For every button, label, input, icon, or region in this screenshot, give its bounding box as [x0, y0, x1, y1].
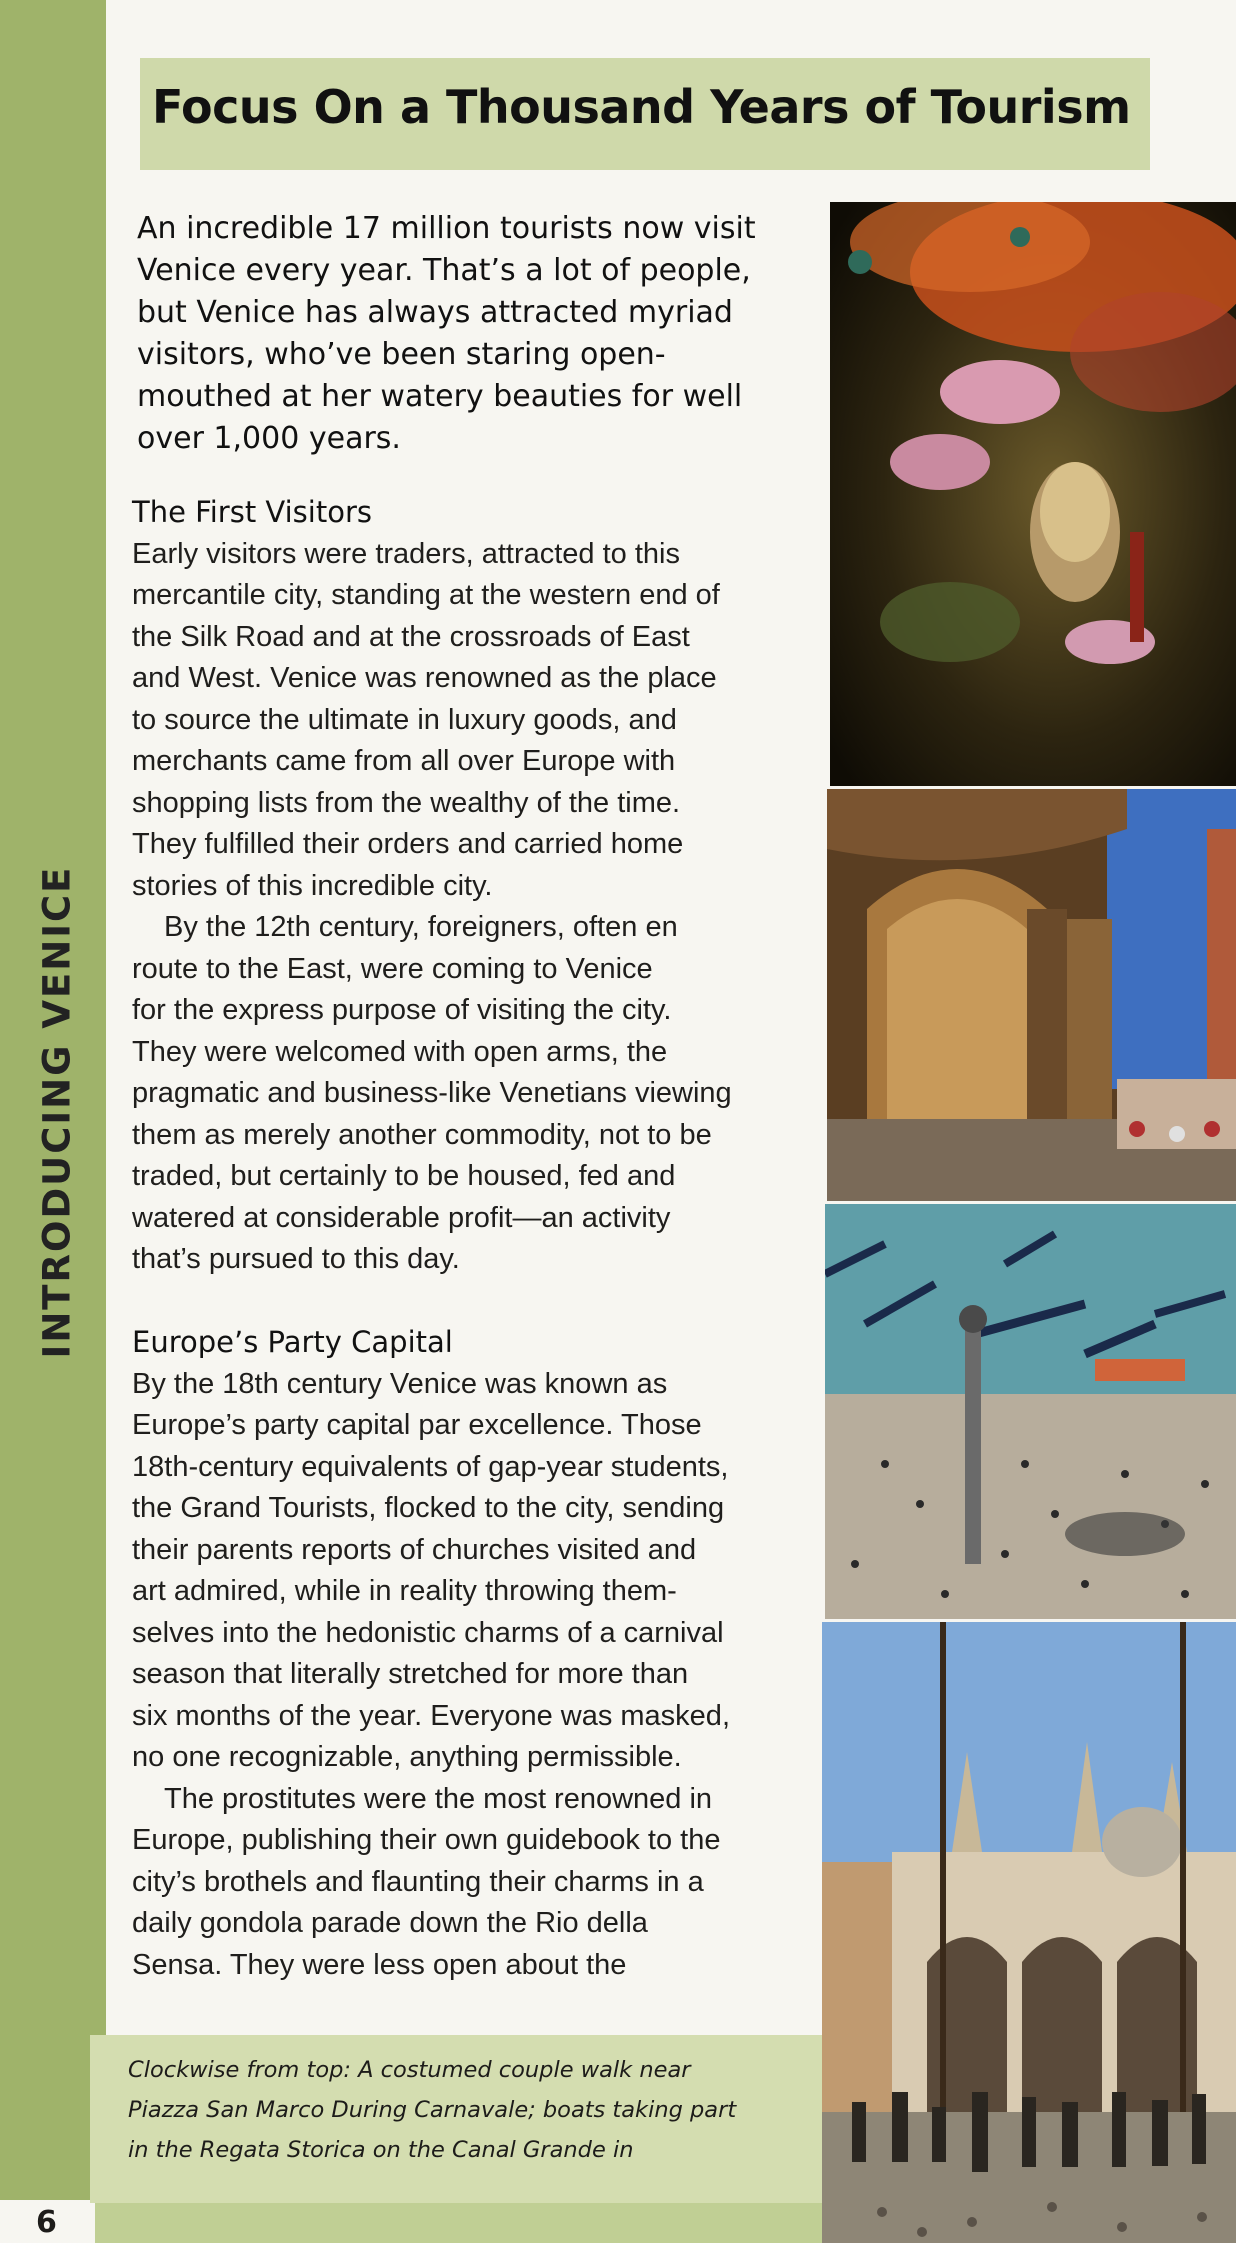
lead-line: mouthed at her watery beauties for well — [137, 379, 743, 414]
body-text — [132, 492, 792, 1986]
lead-paragraph — [137, 208, 797, 460]
body-line: that’s pursued to this day. — [132, 1243, 460, 1275]
body-line: the Grand Tourists, flocked to the city, sending — [132, 1492, 725, 1524]
section-tab-label: INTRODUCING VENICE — [35, 865, 79, 1359]
body-line: Europe’s party capital par excellence. Those — [132, 1409, 702, 1441]
body-line: the Silk Road and at the crossroads of East — [132, 620, 690, 653]
footer-band — [95, 2203, 825, 2243]
carnival-mask-photo — [830, 202, 1236, 789]
arcade-photo — [827, 789, 1236, 1204]
caption-line: in the Regata Storica on the Canal Grande in — [128, 2137, 634, 2163]
body-line: their parents reports of churches visited and — [132, 1533, 697, 1566]
body-line: route to the East, were coming to Venice — [132, 952, 653, 985]
body-line: By the 12th century, foreigners, often en — [164, 911, 678, 943]
lead-line: visitors, who’ve been staring open- — [137, 337, 666, 372]
body-line: city’s brothels and flaunting their charms in a — [132, 1865, 704, 1898]
body-line: pragmatic and business-like Venetians viewing — [132, 1077, 732, 1109]
lead-line: Venice every year. That’s a lot of people, — [137, 253, 751, 288]
lead-line: but Venice has always attracted myriad — [137, 295, 733, 330]
gondolas-photo — [825, 1204, 1236, 1622]
body-line: shopping lists from the wealthy of the time. — [132, 786, 681, 819]
section-heading: The First Visitors — [132, 495, 372, 529]
body-paragraph — [132, 534, 792, 908]
body-line: to source the ultimate in luxury goods, and — [132, 703, 677, 736]
body-paragraph — [132, 907, 792, 1281]
body-line: The prostitutes were the most renowned in — [164, 1782, 713, 1815]
body-line: daily gondola parade down the Rio della — [132, 1907, 648, 1939]
body-line: for the express purpose of visiting the city. — [132, 994, 672, 1026]
photo-caption — [128, 2050, 778, 2170]
lead-line: An incredible 17 million tourists now visit — [137, 211, 756, 246]
page-title: Focus On a Thousand Years of Tourism — [152, 80, 1131, 134]
body-line: season that literally stretched for more than — [132, 1658, 689, 1690]
body-line: traded, but certainly to be housed, fed and — [132, 1160, 676, 1192]
body-line: Europe, publishing their own guidebook to the — [132, 1824, 721, 1856]
body-line: no one recognizable, anything permissible. — [132, 1741, 682, 1773]
body-line: They were welcomed with open arms, the — [132, 1035, 668, 1068]
body-line: They fulfilled their orders and carried home — [132, 828, 684, 860]
body-line: six months of the year. Everyone was masked, — [132, 1699, 730, 1732]
body-paragraph — [132, 1779, 792, 1987]
body-line: Early visitors were traders, attracted to this — [132, 537, 680, 570]
body-line: 18th-century equivalents of gap-year students, — [132, 1450, 729, 1483]
body-line: stories of this incredible city. — [132, 869, 493, 902]
body-line: and West. Venice was renowned as the place — [132, 662, 717, 694]
body-line: Sensa. They were less open about the — [132, 1948, 627, 1981]
body-line: merchants came from all over Europe with — [132, 745, 676, 777]
body-line: them as merely another commodity, not to be — [132, 1118, 712, 1151]
body-line: selves into the hedonistic charms of a carnival — [132, 1616, 724, 1649]
caption-line: Clockwise from top: A costumed couple walk near — [128, 2057, 691, 2083]
lead-line: over 1,000 years. — [137, 421, 401, 456]
body-line: By the 18th century Venice was known as — [132, 1367, 668, 1400]
caption-line: Piazza San Marco During Carnavale; boats taking part — [128, 2097, 737, 2123]
basilica-photo — [822, 1622, 1236, 2243]
body-line: art admired, while in reality throwing them- — [132, 1575, 677, 1607]
section-heading: Europe’s Party Capital — [132, 1325, 453, 1359]
page-number: 6 — [36, 2205, 57, 2240]
body-paragraph — [132, 1364, 792, 1779]
body-line: watered at considerable profit—an activity — [132, 1201, 671, 1234]
body-line: mercantile city, standing at the western end of — [132, 579, 720, 611]
